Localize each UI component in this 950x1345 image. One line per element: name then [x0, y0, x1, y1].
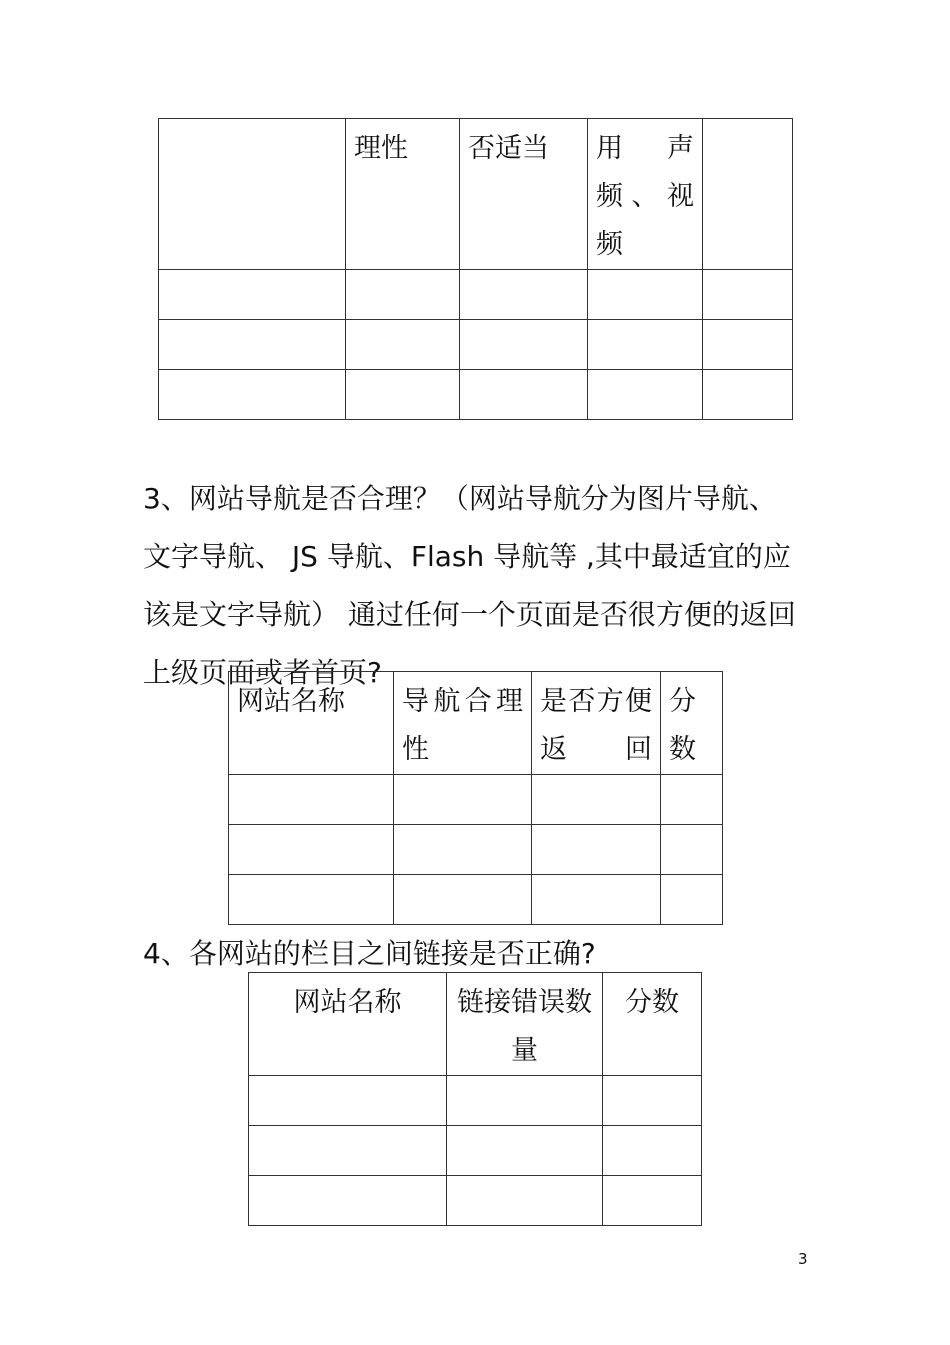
table-row [249, 1126, 702, 1176]
table-row [159, 370, 793, 420]
section-3-text: 3、网站导航是否合理？（网站导航分为图片导航、文字导航、 JS 导航、Flash 导航等 ,其中最适宜的应该是文字导航） 通过任何一个页面是否很方便的返回上级页面或者首页? [143, 482, 796, 689]
table-row [229, 875, 723, 925]
table-1-header-cell [703, 119, 793, 270]
table-row [229, 825, 723, 875]
table-row [249, 1076, 702, 1126]
header-score: 分数 [661, 672, 723, 775]
header-site-name: 网站名称 [249, 973, 447, 1076]
table-row [159, 320, 793, 370]
page-number: 3 [798, 1250, 808, 1268]
table-1-header-cell: 理性 [346, 119, 460, 270]
header-site-name: 网站名称 [229, 672, 394, 775]
table-row [249, 1176, 702, 1226]
table-1-header-text: 用声频、视频 [596, 133, 694, 260]
header-convenient-return: 是否方便返回 [532, 672, 661, 775]
table-1-header-cell [159, 119, 346, 270]
section-4-text: 4、各网站的栏目之间链接是否正确? [143, 937, 596, 970]
table-links-header-row [249, 973, 702, 1076]
table-1-header-cell [588, 119, 703, 270]
table-links [248, 972, 702, 1226]
header-score: 分数 [603, 973, 702, 1076]
table-navigation [228, 671, 723, 925]
table-1-header-row [159, 119, 793, 270]
table-navigation-header-row [229, 672, 723, 775]
table-row [159, 270, 793, 320]
header-link-errors: 链接错误数量 [447, 973, 603, 1076]
header-nav-reasonable: 导航合理性 [394, 672, 532, 775]
table-row [229, 775, 723, 825]
table-1-header-cell: 否适当 [460, 119, 588, 270]
table-1 [158, 118, 793, 420]
